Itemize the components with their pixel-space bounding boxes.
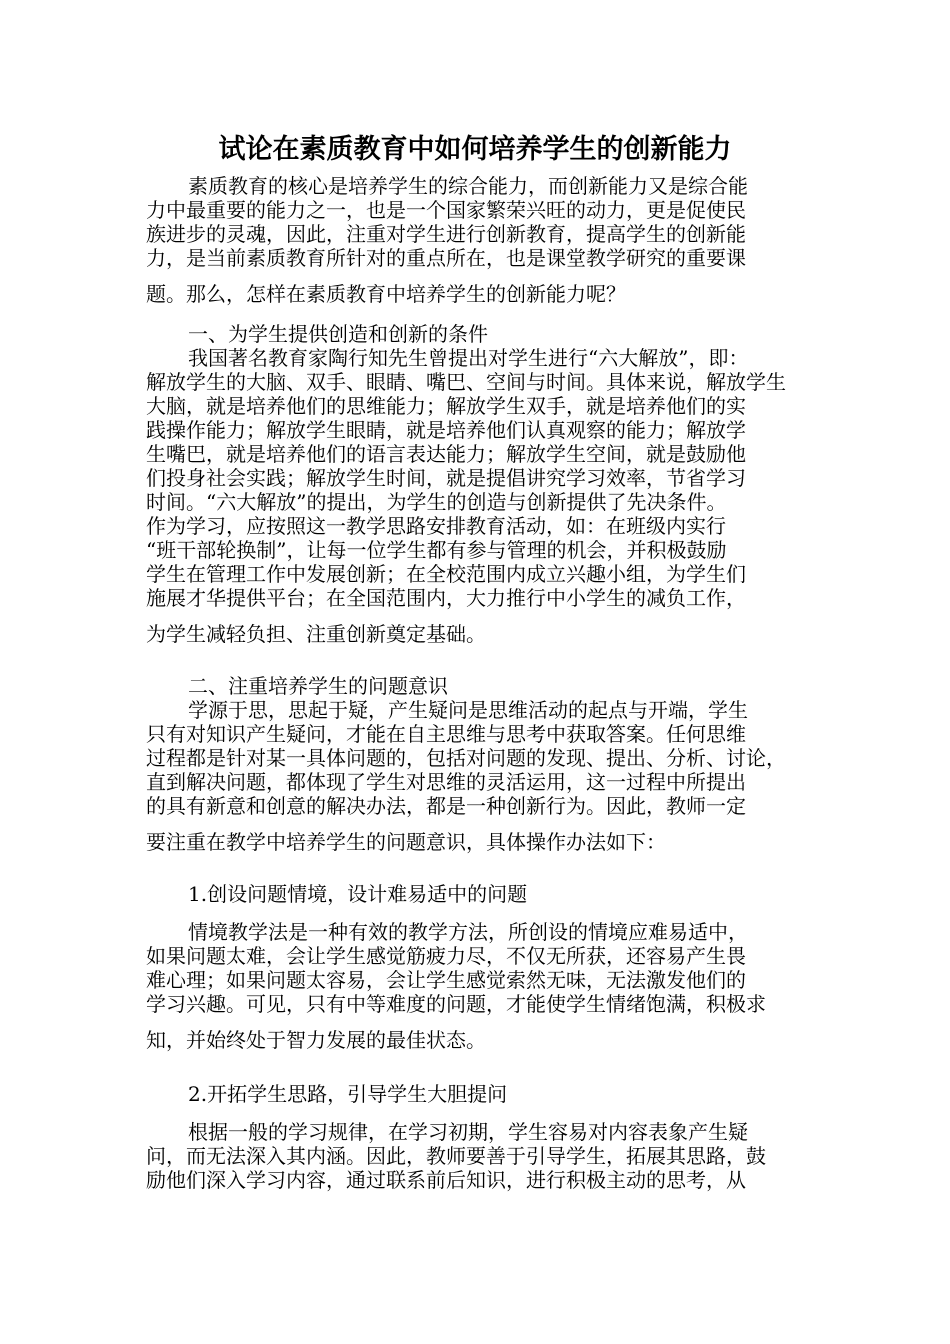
paragraph-guided-questioning bbox=[146, 1120, 806, 1192]
text-line: 如果问题太难，会让学生感觉筋疲力尽，不仅无所获，还容易产生畏 bbox=[146, 944, 746, 968]
heading-text: 一、为学生提供创造和创新的条件 bbox=[188, 322, 488, 346]
text-line: 知，并始终处于智力发展的最佳状态。 bbox=[146, 1028, 486, 1052]
text-line: “班干部轮换制”，让每一位学生都有参与管理的机会，并积极鼓励 bbox=[146, 538, 727, 562]
text-line: 励他们深入学习内容，通过联系前后知识，进行积极主动的思考，从 bbox=[146, 1168, 746, 1192]
document-title: 试论在素质教育中如何培养学生的创新能力 bbox=[218, 134, 732, 165]
text-line: 情境教学法是一种有效的教学方法，所创设的情境应难易适中， bbox=[188, 920, 748, 944]
text-line: 时间。“六大解放”的提出，为学生的创造与创新提供了先决条件。 bbox=[146, 490, 727, 514]
text-line: 践操作能力；解放学生眼睛，就是培养他们认真观察的能力；解放学 bbox=[146, 418, 746, 442]
text-line: 解放学生的大脑、双手、眼睛、嘴巴、空间与时间。具体来说，解放学生 bbox=[146, 370, 786, 394]
text-line: 难心理；如果问题太容易，会让学生感觉索然无味，无法激发他们的 bbox=[146, 968, 746, 992]
text-line: 学源于思，思起于疑，产生疑问是思维活动的起点与开端，学生 bbox=[188, 698, 748, 722]
text-line: 要注重在教学中培养学生的问题意识，具体操作办法如下： bbox=[146, 830, 666, 854]
text-line: 学习兴趣。可见，只有中等难度的问题，才能使学生情绪饱满，积极求 bbox=[146, 992, 766, 1016]
text-line: 学生在管理工作中发展创新；在全校范围内成立兴趣小组，为学生们 bbox=[146, 562, 746, 586]
section-heading-2 bbox=[146, 674, 806, 698]
text-line: 为学生减轻负担、注重创新奠定基础。 bbox=[146, 622, 486, 646]
text-line: 们投身社会实践；解放学生时间，就是提倡讲究学习效率，节省学习 bbox=[146, 466, 746, 490]
section-heading-1 bbox=[146, 322, 806, 346]
text-line: 生嘴巴，就是培养他们的语言表达能力；解放学生空间，就是鼓励他 bbox=[146, 442, 746, 466]
heading-text: 二、注重培养学生的问题意识 bbox=[188, 674, 448, 698]
text-line: 施展才华提供平台；在全国范围内，大力推行中小学生的减负工作， bbox=[146, 586, 746, 610]
paragraph-situational-teaching bbox=[146, 920, 806, 1052]
text-line: 力中最重要的能力之一，也是一个国家繁荣兴旺的动力，更是促使民 bbox=[146, 198, 746, 222]
text-line: 根据一般的学习规律，在学习初期，学生容易对内容表象产生疑 bbox=[188, 1120, 748, 1144]
text-line: 大脑，就是培养他们的思维能力；解放学生双手，就是培养他们的实 bbox=[146, 394, 746, 418]
heading-text: 2.开拓学生思路，引导学生大胆提问 bbox=[188, 1082, 508, 1106]
text-line: 题。那么，怎样在素质教育中培养学生的创新能力呢？ bbox=[146, 282, 626, 306]
text-line: 问，而无法深入其内涵。因此，教师要善于引导学生，拓展其思路，鼓 bbox=[146, 1144, 766, 1168]
text-line: 直到解决问题，都体现了学生对思维的灵活运用，这一过程中所提出 bbox=[146, 770, 746, 794]
subsection-heading-1 bbox=[146, 882, 806, 906]
heading-text: 1.创设问题情境，设计难易适中的问题 bbox=[188, 882, 528, 906]
text-line: 作为学习，应按照这一教学思路安排教育活动，如：在班级内实行 bbox=[146, 514, 726, 538]
text-line: 我国著名教育家陶行知先生曾提出对学生进行“六大解放”，即： bbox=[188, 346, 749, 370]
text-line: 素质教育的核心是培养学生的综合能力，而创新能力又是综合能 bbox=[188, 174, 748, 198]
paragraph-question-awareness bbox=[146, 698, 806, 854]
paragraph-liberation bbox=[146, 346, 806, 646]
text-line: 的具有新意和创意的解决办法，都是一种创新行为。因此，教师一定 bbox=[146, 794, 746, 818]
text-line: 过程都是针对某一具体问题的，包括对问题的发现、提出、分析、讨论， bbox=[146, 746, 786, 770]
text-line: 只有对知识产生疑问，才能在自主思维与思考中获取答案。任何思维 bbox=[146, 722, 746, 746]
text-line: 力，是当前素质教育所针对的重点所在，也是课堂教学研究的重要课 bbox=[146, 246, 746, 270]
text-line: 族进步的灵魂，因此，注重对学生进行创新教育，提高学生的创新能 bbox=[146, 222, 746, 246]
subsection-heading-2 bbox=[146, 1082, 806, 1106]
paragraph-intro bbox=[146, 174, 806, 306]
